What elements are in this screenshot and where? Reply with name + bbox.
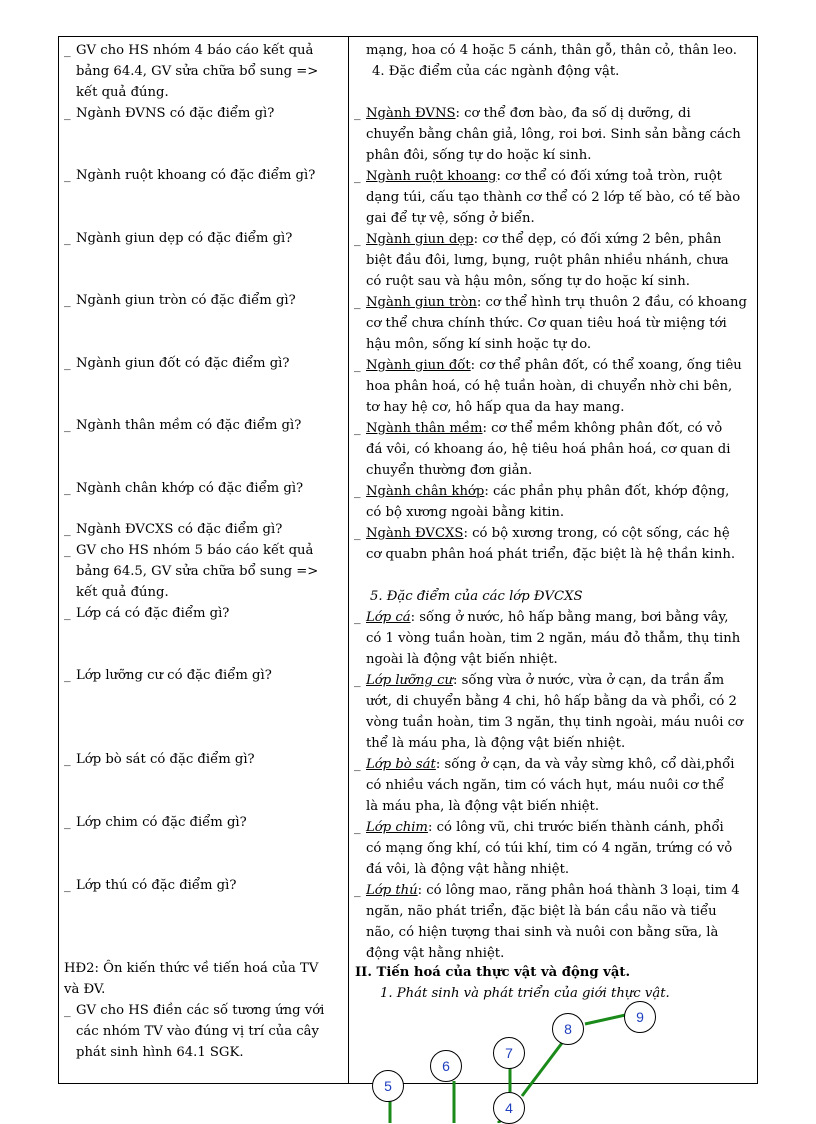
bullet: _ <box>64 606 71 621</box>
gv-group4-line3: kết quả đúng. <box>76 85 169 100</box>
gv-group5-line3: kết quả đúng. <box>76 585 169 600</box>
giuntron-line1: Ngành giun tròn: cơ thể hình trụ thuôn 2 đầu, có khoang <box>366 295 747 310</box>
bosat-line2: có nhiều vách ngăn, tim có vách hụt, máu nuôi cơ thể <box>366 778 725 793</box>
bullet: _ <box>354 526 361 541</box>
bullet: _ <box>64 356 71 371</box>
gv-group5-line1: GV cho HS nhóm 5 báo cáo kết quả <box>76 543 314 558</box>
bosat-line3: là máu pha, là động vật biến nhiệt. <box>366 799 600 814</box>
dvcxs-label: Ngành ĐVCXS <box>366 526 464 541</box>
bullet: _ <box>64 43 71 58</box>
bullet: _ <box>64 668 71 683</box>
gv-group4-line2: bảng 64.4, GV sửa chữa bổ sung => <box>76 64 319 79</box>
question-ruot-khoang: Ngành ruột khoang có đặc điểm gì? <box>76 168 316 183</box>
bullet: _ <box>64 1003 71 1018</box>
ca-line1: Lớp cá: sống ở nước, hô hấp bằng mang, bơi bằng vây, <box>366 610 729 625</box>
chim-label: Lớp chim <box>366 820 428 835</box>
tree-node-9: 9 <box>624 1001 656 1033</box>
thu-line2: ngăn, não phát triển, đặc biệt là bán cầu não và tiểu <box>366 904 717 919</box>
thu-line4: động vật hằng nhiệt. <box>366 946 505 961</box>
giundep-line3: có ruột sau và hậu môn, sống tự do hoặc kí sinh. <box>366 274 690 289</box>
bullet: _ <box>354 883 361 898</box>
luong-line2: ướt, di chuyển bằng 4 chi, hô hấp bằng da và phổi, có 2 <box>366 694 737 709</box>
ruot-line2: dạng túi, cấu tạo thành cơ thể có 2 lớp tế bào, có tế bào <box>366 190 741 205</box>
bullet: _ <box>354 106 361 121</box>
section-ii-1-heading: 1. Phát sinh và phát triển của giới thực vật. <box>380 986 670 1001</box>
chim-line3: đá vôi, là động vật hằng nhiệt. <box>366 862 570 877</box>
question-giun-tron: Ngành giun tròn có đặc điểm gì? <box>76 293 296 308</box>
giundot-line2: hoa phân hoá, có hệ tuần hoàn, di chuyển nhờ chi bên, <box>366 379 733 394</box>
giundot-label: Ngành giun đốt <box>366 358 471 373</box>
luong-line1: Lớp lưỡng cư: sống vừa ở nước, vừa ở cạn, da trần ẩm <box>366 673 725 688</box>
hd2-heading-line2: và ĐV. <box>64 982 106 997</box>
question-bo-sat: Lớp bò sát có đặc điểm gì? <box>76 752 255 767</box>
bullet: _ <box>64 106 71 121</box>
giundep-label: Ngành giun dẹp <box>366 232 474 247</box>
dvns-line2: chuyển bằng chân giả, lông, roi bơi. Sinh sản bằng cách <box>366 127 741 142</box>
bosat-line1: Lớp bò sát: sống ở cạn, da và vảy sừng khô, cổ dài,phổi <box>366 757 735 772</box>
bullet: _ <box>354 484 361 499</box>
question-chan-khop: Ngành chân khớp có đặc điểm gì? <box>76 481 304 496</box>
tree-node-8: 8 <box>552 1013 584 1045</box>
giuntron-line2: cơ thể chưa chính thức. Cơ quan tiêu hoá từ miệng tới <box>366 316 727 331</box>
dvns-label: Ngành ĐVNS <box>366 106 456 121</box>
giundep-line2: biệt đầu đôi, lưng, bụng, ruột phân nhiều nhánh, chưa <box>366 253 729 268</box>
ca-line2: có 1 vòng tuần hoàn, tim 2 ngăn, máu đỏ thẫm, thụ tinh <box>366 631 741 646</box>
bullet: _ <box>64 231 71 246</box>
giuntron-label: Ngành giun tròn <box>366 295 477 310</box>
plant-traits-continued: mạng, hoa có 4 hoặc 5 cánh, thân gỗ, thân cỏ, thân leo. <box>366 43 737 58</box>
bullet: _ <box>354 673 361 688</box>
section-ii-heading: II. Tiến hoá của thực vật và động vật. <box>355 965 631 980</box>
giundep-line1: Ngành giun dẹp: cơ thể dẹp, có đối xứng 2 bên, phân <box>366 232 722 247</box>
gv-group5-line2: bảng 64.5, GV sửa chữa bổ sung => <box>76 564 319 579</box>
giundot-line1: Ngành giun đốt: cơ thể phân đốt, có thể xoang, ống tiêu <box>366 358 742 373</box>
section-4-heading: 4. Đặc điểm của các ngành động vật. <box>372 64 620 79</box>
luong-line3: vòng tuần hoàn, tim 3 ngăn, thụ tinh ngoài, máu nuôi cơ <box>366 715 743 730</box>
gv-tree-line2: các nhóm TV vào đúng vị trí của cây <box>76 1024 319 1039</box>
bullet: _ <box>354 232 361 247</box>
chan-label: Ngành chân khớp <box>366 484 485 499</box>
ruot-line3: gai để tự vệ, sống ở biển. <box>366 211 535 226</box>
luong-line4: thể là máu pha, là động vật biến nhiệt. <box>366 736 626 751</box>
than-line3: chuyển thường đơn giản. <box>366 463 533 478</box>
question-luong-cu: Lớp lưỡng cư có đặc điểm gì? <box>76 668 272 683</box>
bullet: _ <box>354 295 361 310</box>
question-lop-ca: Lớp cá có đặc điểm gì? <box>76 606 230 621</box>
tree-node-7: 7 <box>493 1037 525 1069</box>
thu-line1: Lớp thú: có lông mao, răng phân hoá thành 3 loại, tim 4 <box>366 883 740 898</box>
tree-node-6: 6 <box>430 1050 462 1082</box>
dvns-line1: Ngành ĐVNS: cơ thể đơn bào, đa số dị dưỡng, di <box>366 106 691 121</box>
dvns-line3: phân đôi, sống tự do hoặc kí sinh. <box>366 148 592 163</box>
bullet: _ <box>354 358 361 373</box>
chim-line1: Lớp chim: có lông vũ, chi trước biến thành cánh, phổi <box>366 820 724 835</box>
than-line2: đá vôi, có khoang áo, hệ tiêu hoá phân hoá, cơ quan di <box>366 442 731 457</box>
than-line1: Ngành thân mềm: cơ thể mềm không phân đốt, có vỏ <box>366 421 723 436</box>
bullet: _ <box>64 293 71 308</box>
tree-node-4: 4 <box>493 1092 525 1124</box>
question-giun-dot: Ngành giun đốt có đặc điểm gì? <box>76 356 290 371</box>
ruot-label: Ngành ruột khoang <box>366 169 497 184</box>
bullet: _ <box>354 820 361 835</box>
bosat-label: Lớp bò sát <box>366 757 436 772</box>
dvcxs-line2: cơ quabn phân hoá phát triển, đặc biệt là hệ thần kinh. <box>366 547 736 562</box>
chan-line2: có bộ xương ngoài bằng kitin. <box>366 505 565 520</box>
question-chim: Lớp chim có đặc điểm gì? <box>76 815 247 830</box>
branch-4-8 <box>522 1043 562 1096</box>
bullet: _ <box>64 522 71 537</box>
bullet: _ <box>354 610 361 625</box>
bullet: _ <box>64 481 71 496</box>
tree-node-5: 5 <box>372 1070 404 1102</box>
bullet: _ <box>64 418 71 433</box>
section-5-heading: 5. Đặc điểm của các lớp ĐVCXS <box>370 589 583 604</box>
bullet: _ <box>64 752 71 767</box>
bullet: _ <box>64 878 71 893</box>
gv-tree-line1: GV cho HS điền các số tương ứng với <box>76 1003 325 1018</box>
question-dvcxs: Ngành ĐVCXS có đặc điểm gì? <box>76 522 283 537</box>
hd2-heading-line1: HĐ2: Ôn kiến thức về tiến hoá của TV <box>64 961 319 976</box>
question-thu: Lớp thú có đặc điểm gì? <box>76 878 237 893</box>
ca-line3: ngoài là động vật biến nhiệt. <box>366 652 558 667</box>
bullet: _ <box>64 168 71 183</box>
giuntron-line3: hậu môn, sống kí sinh hoặc tự do. <box>366 337 592 352</box>
chim-line2: có mạng ống khí, có túi khí, tim có 4 ngăn, trứng có vỏ <box>366 841 733 856</box>
than-label: Ngành thân mềm <box>366 421 483 436</box>
chan-line1: Ngành chân khớp: các phần phụ phân đốt, khớp động, <box>366 484 730 499</box>
bullet: _ <box>354 169 361 184</box>
ruot-line1: Ngành ruột khoang: cơ thể có đối xứng toả tròn, ruột <box>366 169 722 184</box>
luong-label: Lớp lưỡng cư <box>366 673 453 688</box>
gv-tree-line3: phát sinh hình 64.1 SGK. <box>76 1045 244 1060</box>
gv-group4-line1: GV cho HS nhóm 4 báo cáo kết quả <box>76 43 314 58</box>
question-than-mem: Ngành thân mềm có đặc điểm gì? <box>76 418 302 433</box>
bullet: _ <box>354 421 361 436</box>
bullet: _ <box>64 815 71 830</box>
dvcxs-line1: Ngành ĐVCXS: có bộ xương trong, có cột sống, các hệ <box>366 526 730 541</box>
question-dvns: Ngành ĐVNS có đặc điểm gì? <box>76 106 275 121</box>
question-giun-dep: Ngành giun dẹp có đặc điểm gì? <box>76 231 293 246</box>
bullet: _ <box>354 757 361 772</box>
thu-line3: não, có hiện tượng thai sinh và nuôi con bằng sữa, là <box>366 925 719 940</box>
giundot-line3: tơ hay hệ cơ, hô hấp qua da hay mang. <box>366 400 625 415</box>
thu-label: Lớp thú <box>366 883 418 898</box>
ca-label: Lớp cá <box>366 610 411 625</box>
bullet: _ <box>64 543 71 558</box>
